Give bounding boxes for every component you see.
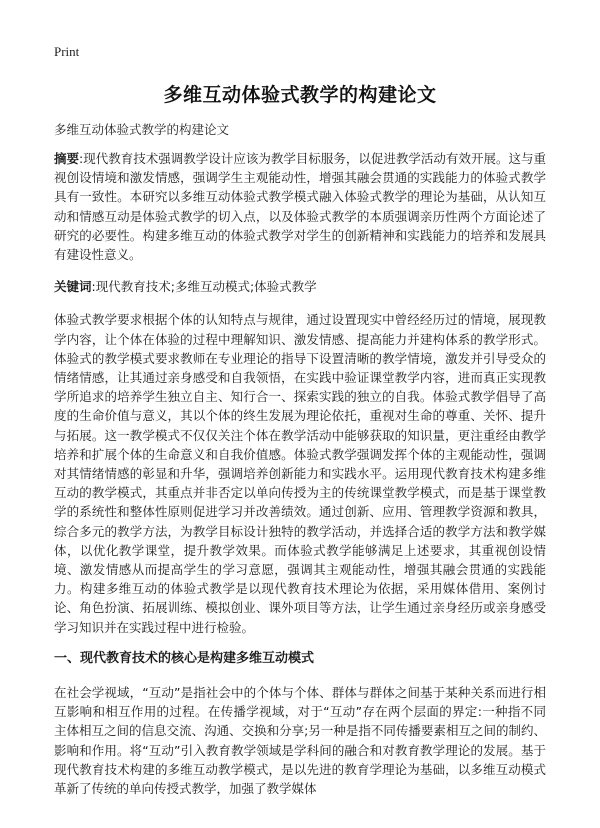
document-body xyxy=(54,149,546,798)
page-title: 多维互动体验式教学的构建论文 xyxy=(163,84,437,106)
abstract-text: :现代教育技术强调教学设计应该为教学目标服务，以促进教学活动有效开展。这与重视创设情境和激发情感，强调学生主观能动性，增强其融会贯通的实践能力的体验式教学具有一致性。本研究以多维互动体验式教学模式融入体验式教学的理论为基础，从认知互动和情感互动是体验式教学的切入点，以及体验式教学的本质强调亲历性两个方面论述了研究的必要性。构建多维互动的体验式教学对学生的创新精神和实践能力的培养和发展具有建设性意义。 xyxy=(54,151,546,263)
abstract-paragraph xyxy=(54,149,546,264)
section-heading: 一、现代教育技术的核心是构建多维互动模式 xyxy=(54,650,315,666)
body-paragraph: 体验式教学要求根据个体的认知特点与规律，通过设置现实中曾经经历过的情境，展现教学内容，让个体在体验的过程中理解知识、激发情感、提高能力并建构体系的教学形式。体验式的教学模式要求教师在专业理论的指导下设置清晰的教学情境，激发并引导受众的情绪情感，让其通过亲身感受和自我领悟，在实践中验证课堂教学内容，进而真正实现教学所追求的培养学生独立自主、知行合一、探索实践的独立的自我。体验式教学倡导了高度的生命价值与意义，其以个体的终生发展为理论依托，重视对生命的尊重、关怀、提升与拓展。这一教学模式不仅仅关注个体在教学活动中能够获取的知识量，更注重经由教学培养和扩展个体的生命意义和自我价值感。体验式教学强调发挥个体的主观能动性，强调对其情绪情感的彰显和升华，强调培养创新能力和实践水平。运用现代教育技术构建多维互动的教学模式，其重点并非否定以单向传授为主的传统课堂教学模式，而是基于课堂教学的系统性和整体性原则促进学习并改善绩效。通过创新、应用、管理教学资源和教具，综合多元的教学方法，为教学目标设计独特的教学活动，并选择合适的教学方法和教学媒体，以优化教学课堂，提升教学效果。而体验式教学能够满足上述要求，其重视创设情境、激发情感从而提高学生的学习意愿，强调其主观能动性，增强其融会贯通的实践能力。构建多维互动的体验式教学是以现代教育技术理论为依据，采用媒体借用、案例讨论、角色扮演、拓展训练、模拟创业、课外项目等方法，让学生通过亲身经历或亲身感受学习知识并在实践过程中进行检验。 xyxy=(54,312,546,635)
keywords-paragraph xyxy=(54,277,546,296)
keywords-text: :现代教育技术;多维互动模式;体验式教学 xyxy=(91,279,317,295)
section-paragraph: 在社会学视域，“互动”是指社会中的个体与个体、群体与群体之间基于某种关系而进行相互影响和相互作用的过程。在传播学视域，对于“互动”存在两个层面的界定:一种指不同主体相互之间的信息交流、沟通、交换和分享;另一种是指不同传播要素相互之间的制约、影响和作用。将“互动”引入教育教学领域是学科间的融合和对教育教学理论的发展。基于现代教育技术构建的多维互动教学模式，是以先进的教育学理论为基础，以多维互动模式革新了传统的单向传授式教学，加强了教学媒体 xyxy=(54,685,546,797)
keywords-label: 关键词 xyxy=(54,279,92,295)
document-subtitle: 多维互动体验式教学的构建论文 xyxy=(54,122,230,137)
abstract-label: 摘要 xyxy=(54,151,80,166)
print-link[interactable]: Print xyxy=(54,44,80,59)
